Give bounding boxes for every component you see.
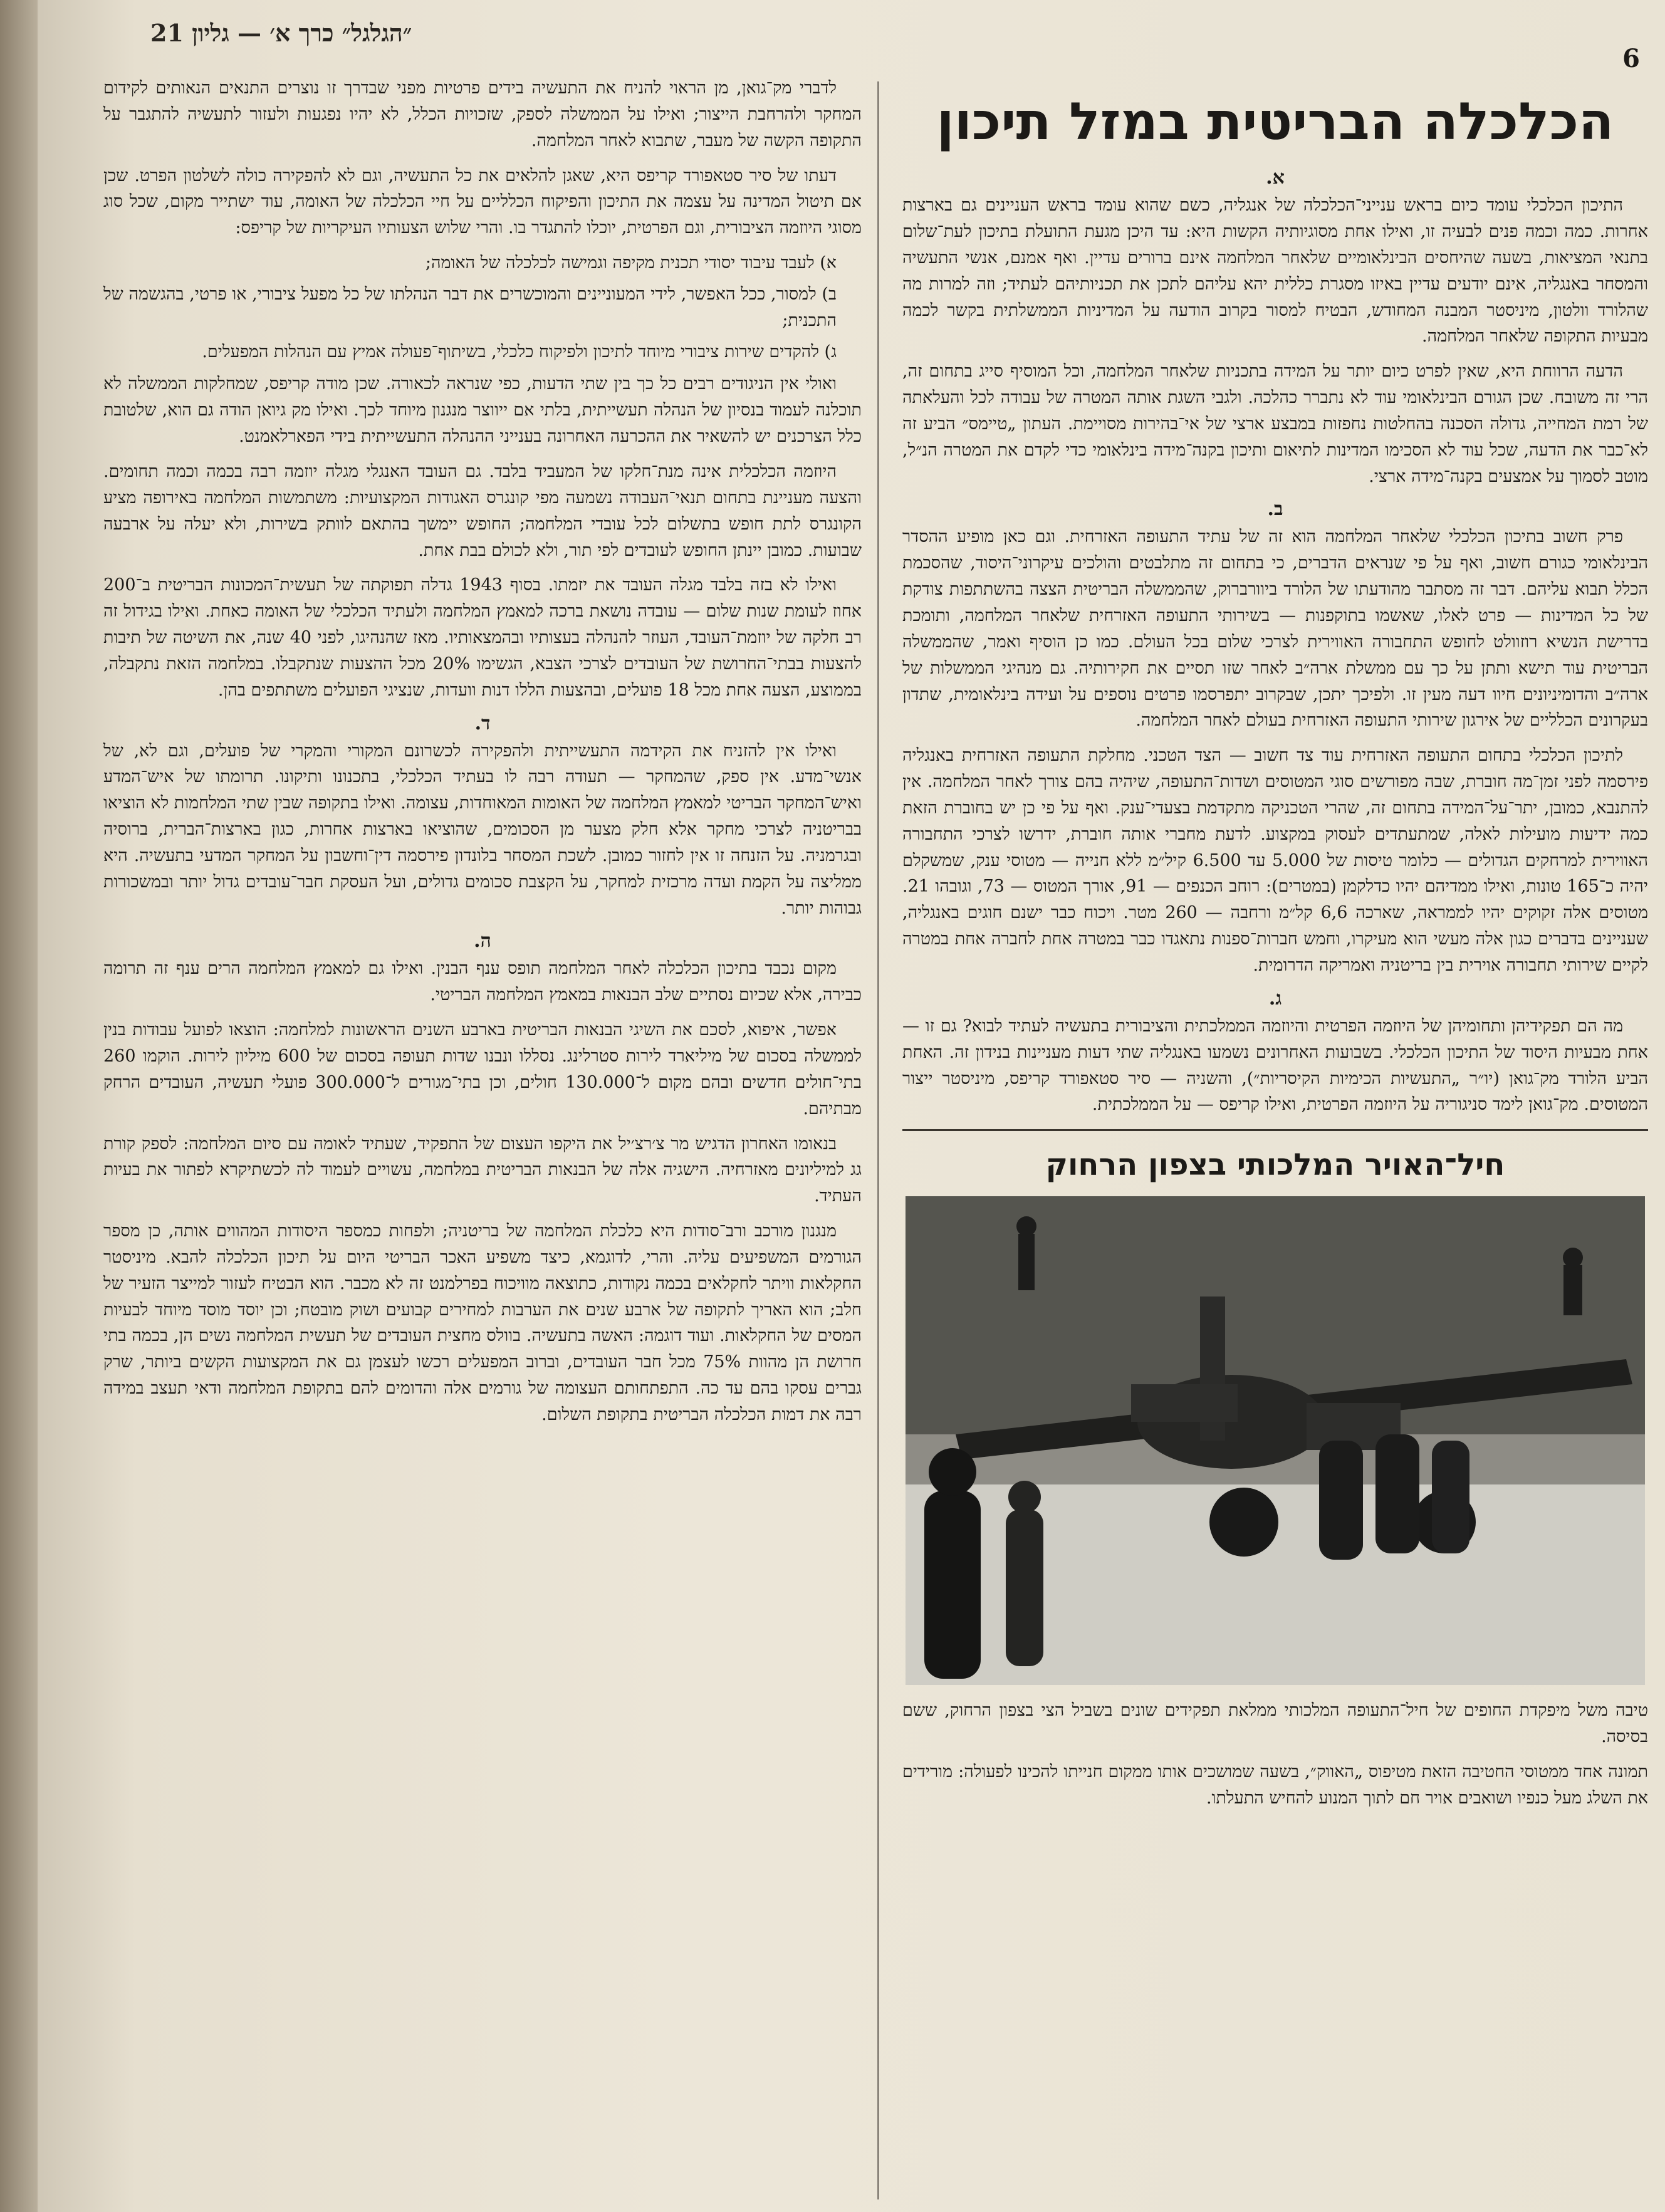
left-column: [103, 75, 862, 1437]
column-divider: [877, 81, 879, 2199]
photo-caption: תמונה אחד ממטוסי החטיבה הזאת מטיפוס „האווק״, בשעה שמושכים אותו ממקום חנייתו להכינו לפעולה: מורידים את השלג מעל כנפיו ושואבים אויר חם לתוך המנוע להחיש התעלתו.: [902, 1761, 1648, 1808]
paragraph: הדעה הרווחת היא, שאין לפרט כיום יותר על המידה בתכניות שלאחר המלחמה, וכל המוסיף סייג בתחום זה, הרי זה משובח. שכן הגורם הבינלאומי עוד לא נתברר כהלכה. ולגבי השגת אותה המטרה של עבודה לכל והעלאתה של רמת המחייה, גדולה הסכנה בהחלטות נחפזות במבצע ארצי של אי־בהירות מסויימת. העתון „טיימס״ הביע זה לא־כבר את הדעה, שכל עוד לא הסכימו המדינות לתיאום ותיכון בקנה־מידה בינלאומי כדי לקדם את המטרה הנ״ל, מוטב לסמוך על אמצעים בקנה־מידה ארצי.: [902, 362, 1648, 486]
section-mark-d: ד.: [474, 712, 491, 734]
photo-caption: טיבה משל מיפקדת החופים של חיל־התעופה המלכותי ממלאת תפקידים שונים בשביל הצי בצפון הרחוק, ששם בסיסה.: [902, 1701, 1648, 1747]
newspaper-page: [38, 0, 1665, 2212]
paragraph: מנגנון מורכב ורב־סודות היא כלכלת המלחמה של בריטניה; ולפחות כמספר היסודות המהווים אותה, כן מספר הגורמים המשפיעים עליה. והרי, לדוגמא, כיצד משפיע האכר הבריטי היום על תיכון הכלכלה להבא. מיניסטר החקלאות וויתר לחקלאים בכמה נקודות, כתוצאה מוויכוח בפרלמנט זה לא מכבר. הוא הבטיח לעזור למייצר הזעיר של חלב; הוא האריך לתקופה של ארבע שנים את הערבות למחירים קבועים ושוק מובטח; וכן יוסד מוסד מיוחד לבעיות המסים של החקלאות. ועוד דוגמה: האשה בתעשיה. בוולס מחצית העובדים של תעשית המלחמה נשים הן, בכמה בתי חרושת הן מהוות 75% מכל חבר העובדים, וברוב המפעלים רכשו לעצמן גם את המקצועות הקשים ביותר, שרק גברים עסקו בהם עד כה. התפתחותם העצומה של גורמים אלה והדומים להם בתקופת המלחמה ודאי תעצב במידה רבה את דמות הכלכלה הבריטית בתקופת השלום.: [103, 1221, 862, 1424]
horizontal-rule: [902, 1129, 1648, 1131]
running-title: ״הגלגל״ כרך א׳ — גליון 21: [150, 19, 412, 47]
paragraph: לתיכון הכלכלי בתחום התעופה האזרחית עוד צד חשוב — הצד הטכני. מחלקת התעופה האזרחית באנגליה פירסמה לפני זמן־מה חוברת, שבה מפורשים סוגי המטוסים ושדות־התעופה, שיהיה בהם צורך לאחר המלחמה. אין להתנבא, כמובן, יתר־על־המידה בתחום זה, שהרי הטכניקה מתקדמת בצעדי־ענק. ואף על פי כן יש בחוברת הזאת כמה ידיעות מועילות לאלה, שמתעתדים לעסוק במקצוע. לדעת מחברי אותה חוברת, ידרשו לצרכי התחבורה האווירית למרחקים הגדולים — כלומר טיסות של 5.000 עד 6.500 קיל״מ ללא חנייה — מטוסי ענק, שמשקלם יהיה כ־165 טונות, ואילו ממדיהם יהיו כדלקמן (במטרים): רוחב הכנפים — 91, אורך המטוס — 73, וגובהו 21. מטוסים אלה זקוקים יהיו לממראה, שארכה 6,6 קל״מ ורחבה — 260 מטר. ויכוח כבר ישנם חוגים באנגליה, שעניינים בדברים כגון אלה מעשי הוא מעיקרו, וחמש חברות־ספנות נתאגדו כבר במטרה אחת לחברה אחת במטרה לקיים שירותי תחבורה אוירית בין בריטניה ואמריקה הדרומית.: [902, 746, 1648, 975]
article-title: הכלכלה הבריטית במזל תיכון: [936, 92, 1614, 152]
list-item: ב) למסור, ככל האפשר, לידי המעוניינים והמוכשרים את דבר הנהלתו של כל מפעל ציבורי, או פרטי, בהגשמה של התכנית;: [103, 284, 837, 330]
section-mark-b: ב.: [1267, 498, 1283, 521]
aircraft-photo: [906, 1196, 1645, 1685]
photo-article-title: חיל־האויר המלכותי בצפון הרחוק: [1045, 1147, 1505, 1183]
paragraph: מה הם תפקידיהן ותחומיהן של היוזמה הפרטית והיוזמה הממלכתית והציבורית בתעשיה לעתיד לבוא? גם זו — אחת מבעיות היסוד של התיכון הכלכלי. בשבועות האחרונים נשמעו באנגליה שתי דעות מעניינות בנידון זה. האחת הביע הלורד מק־גואן (יו״ר „התעשיות הכימיות הקיסריות״), והשניה — סיר סטאפורד קריפס, מיניסטר ייצור המטוסים. מק־גואן לימד סניגוריה על היוזמה הפרטית, ואילו קריפס — על הממלכתית.: [902, 1016, 1648, 1115]
paragraph: ואילו לא בזה בלבד מגלה העובד את יזמתו. בסוף 1943 גדלה תפוקתה של תעשית־המכונות הבריטית ב־200 אחוז לעומת שנות שלום — עובדה נושאת ברכה למאמץ המלחמה ולעתיד הכלכלי של האומה כאחת. ואילו בגידול זה רב חלקה של יוזמת־העובד, העוזר להנהלה בעצותיו ובהמצאותיו. מאז שהנהיגו, לפני 40 שנה, את השיטה של תיבות להצעות בבתי־החרושת של העובדים לצרכי הצבא, הגשימו 20% מכל ההצעות שנתקבלו. במלחמה הזאת נתקבלה, בממוצע, הצעה אחת מכל 18 פועלים, ובהצעות הללו דנות וועדות, שנציגי הפועלים משתתפים בהן.: [103, 575, 862, 700]
paragraph: לדברי מק־גואן, מן הראוי להניח את התעשיה בידים פרטיות מפני שבדרך זו נוצרים התנאים הנאותים לקידום המחקר ולהרחבת הייצור; ואילו על הממשלה לספק, שזכויות הכלל, לא יהיו נפגעות ולעזור לתעשיה להתגבר על התקופה הקשה של מעבר, שתבוא לאחר המלחמה.: [103, 78, 862, 150]
list-item: א) לעבד עיבוד יסודי תכנית מקיפה וגמישה לכלכלה של האומה;: [425, 253, 837, 273]
paragraph: היוזמה הכלכלית אינה מנת־חלקו של המעביד בלבד. גם העובד האנגלי מגלה יוזמה רבה בכמה וכמה תחומים. והצעה מעניינת בתחום תנאי־העבודה נשמעה מפי קונגרס האגודות המקצועיות: משתמשות המלחמה באירופה מציע הקונגרס לתת חופש בתשלום לכל עובדי המלחמה; החופש יימשך בהתאם לוותק בשירות, ולא יעלה על ארבעה שבועות. כמובן יינתן החופש לעובדים לפי תור, ולא לכולם בבת אחת.: [103, 461, 862, 560]
paragraph: מקום נכבד בתיכון הכלכלה לאחר המלחמה תופס ענף הבנין. ואילו גם למאמץ המלחמה הרים ענף זה תרומה כבירה, אלא שכיום נסתיים שלב הבנאות במאמץ המלחמה הבריטי.: [103, 959, 862, 1005]
page-number: 6: [1622, 44, 1640, 73]
paragraph: ואולי אין הניגודים רבים כל כך בין שתי הדעות, כפי שנראה לכאורה. שכן מודה קריפס, שמחלקות הממשלה לא תוכלנה לעמוד בנסיון של הנהלה תעשייתית, בלתי אם ייווצר מנגנון מיוחד לכך. ואילו מק גיואן הודה גם הוא, שלטובת כלל הצרכנים יש להשאיר את ההכרעה האחרונה בענייני ההנהלה התעשייתית בידי הפארלאמנט.: [103, 374, 862, 447]
paragraph: דעתו של סיר סטאפורד קריפס היא, שאגן להלאים את כל התעשיה, וגם לא להפקירה כולה לשלטון הפרט. שכן אם תיטול המדינה על עצמה את התיכון והפיקוח הכלליים על חיי הכלכלה של האומה, עוד ישתייר מקום, שכל סוג מסוגי היוזמה הציבורית, וגם הפרטית, יוכלו להתגדר בו. והרי שלוש הצעותיו העיקריות של קריפס:: [103, 165, 862, 238]
proposal-list: [103, 250, 837, 365]
book-spine: [0, 0, 38, 2212]
paragraph: התיכון הכלכלי עומד כיום בראש ענייני־הכלכלה של אנגליה, כשם שהוא עומד בראש העניינים גם בארצות אחרות. כמה וכמה פנים לבעיה זו, ואילו אחת מסוגיותיה הקשות היא: עד היכן מגעת התועלת בתיכון לעת־שלום בתנאי המציאות, בשעה שהיחסים הבינלאומיים שלאחר המלחמה אינם ברורים עדיין. ואף אמנם, אנשי התעשיה והמסחר באנגליה, אינם יודעים עדיין באיזו מסגרת כללית יהא עליהם לתכן את תכניותיהם לעתיד; וזה למרות מה שהלורד וולטון, מיניסטר המבנה המחודש, הבטיח למסור בקרוב הודעה על המדיניות הממשלתית בקשר לכמה מבעיות התקופה שלאחר המלחמה.: [902, 196, 1648, 347]
section-mark-c: ג.: [1268, 987, 1282, 1009]
right-column: [902, 75, 1648, 1820]
section-mark-a: א.: [1266, 167, 1285, 189]
aircraft-illustration: [906, 1196, 1645, 1685]
paragraph: בנאומו האחרון הדגיש מר צ׳רצ׳יל את היקפו העצום של התפקיד, שעתיד לאומה עם סיום המלחמה: לספק קורת גג למיליונים מאזרחיה. הישגיה אלה של הבנאות הבריטית במלחמה, עשויים לעמוד לה לכשתיקרא לפתור את בעיות העתיד.: [103, 1134, 862, 1206]
paragraph: פרק חשוב בתיכון הכלכלי שלאחר המלחמה הוא זה של עתיד התעופה האזרחית. וגם כאן מופיע ההסדר הבינלאומי כגורם חשוב, ואף על פי שנראים הדברים, כי בתחום זה מתלבטים והולכים עיקרוני־היסוד, שהסכמת הכלל תבוא עליהם. דבר זה מסתבר מהודעתו של הלורד ביוורברוק, שהממשלה הבריטית הצצה בהשתתפות צודקת של כל המדינות — פרט לאלו, שאשמו בתוקפנות — בשירותי התעופה האזרחית שלאחר המלחמה, ותומכת בדרישת הנשיא רוזוולט לחופש התחבורה האווירית לצרכי שלום בכל העולם. כמו כן הוסיף ואמר, שהממשלה הבריטית עוד תישא ותתן על כך עם ממשלת ארה״ב לאחר שזו תסיים את חקירותיה. גם מנהיגי הממשלות של ארה״ב והדומיניונים חיוו דעה מעין זו. ולפיכך יתכן, שבקרוב יתפרסמו פרטים נוספים על ועידה בינלאומית, שתדון בעקרונים הכלליים של אירגון שירותי התעופה האזרחית בעולם לאחר המלחמה.: [902, 527, 1648, 731]
section-mark-e: ה.: [474, 930, 491, 952]
list-item: ג) להקדים שירות ציבורי מיוחד לתיכון ולפיקוח כלכלי, בשיתוף־פעולה אמיץ עם הנהלות המפעלים.: [202, 342, 837, 362]
paragraph: אפשר, איפוא, לסכם את השיגי הבנאות הבריטית בארבע השנים הראשונות למלחמה: הוצאו לפועל עבודות בנין לממשלה בסכום של מיליארד לירות סטרלינג. נסללו ונבנו שדות תעופה בסכום של 600 מיליון לירות. הוקמו 260 בתי־חולים חדשים ובהם מקום ל־130.000 חולים, וכן בתי־מגורים ל־300.000 פועלי תעשיה, העובדים הרחק מבתיהם.: [103, 1020, 862, 1119]
paragraph: ואילו אין להזניח את הקידמה התעשייתית ולהפקירה לכשרונם המקורי והמקרי של פועלים, וגם לא, של אנשי־מדע. אין ספק, שהמחקר — תעודה רבה לו בעתיד הכלכלי, בתכנונו ותיקונו. תרומתו של איש־המדע ואיש־המחקר הבריטי למאמץ המלחמה של האומות המאוחדות, עצומה. ואילו בתקופה שבין שתי המלחמות לא הוציאו בבריטניה לצרכי מחקר אלא חלק מצער מן הסכומים, שהוציאו בארצות אחרות, כגון בארצות־הברית, ברוסיה ובגרמניה. על הזנחה זו אין לחזור כמובן. לשכת המסחר בלונדון פירסמה דין־וחשבון על המחקר המדעי בתעשיה. היא ממליצה על הקמת ועדה מרכזית למחקר, על הקצבת סכומים גדולים, ועל העסקת חבר־עובדים גדול יותר ובמשכורות גבוהות יותר.: [103, 741, 862, 918]
